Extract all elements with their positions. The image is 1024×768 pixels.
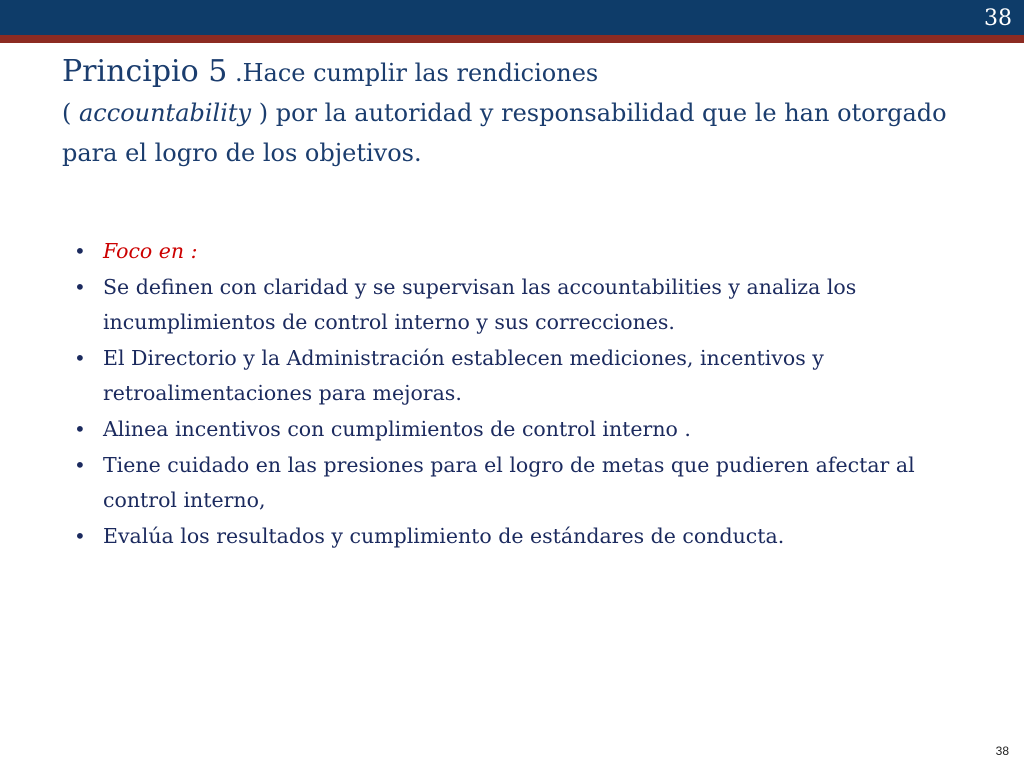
bullet-item: • Alinea incentivos con cumplimientos de control interno . (72, 412, 962, 447)
slide-number-bottom: 38 (995, 744, 1009, 758)
title-lead: .Hace cumplir las rendiciones (227, 59, 599, 87)
bullet-item-focus: • Foco en : (72, 234, 962, 269)
title-principle: Principio 5 (62, 54, 228, 89)
title-paren-open: ( (62, 99, 79, 127)
slide-title (62, 52, 962, 173)
header-bar (0, 0, 1024, 35)
bullet-list (72, 234, 962, 555)
header-stripe (0, 35, 1024, 43)
bullet-item: • Tiene cuidado en las presiones para el logro de metas que pudieren afectar al control interno, (72, 448, 962, 518)
bullet-item: • Se definen con claridad y se supervisan las accountabilities y analiza los incumplimientos de control interno y sus correcciones. (72, 270, 962, 340)
bullet-item: • El Directorio y la Administración establecen mediciones, incentivos y retroalimentaciones para mejoras. (72, 341, 962, 411)
title-italic-term: accountability (79, 99, 252, 127)
slide-number-top: 38 (984, 6, 1012, 31)
title-rest: ) por la autoridad y responsabilidad que le han otorgado para el logro de los objetivos. (62, 99, 947, 167)
bullet-item: • Evalúa los resultados y cumplimiento de estándares de conducta. (72, 519, 962, 554)
